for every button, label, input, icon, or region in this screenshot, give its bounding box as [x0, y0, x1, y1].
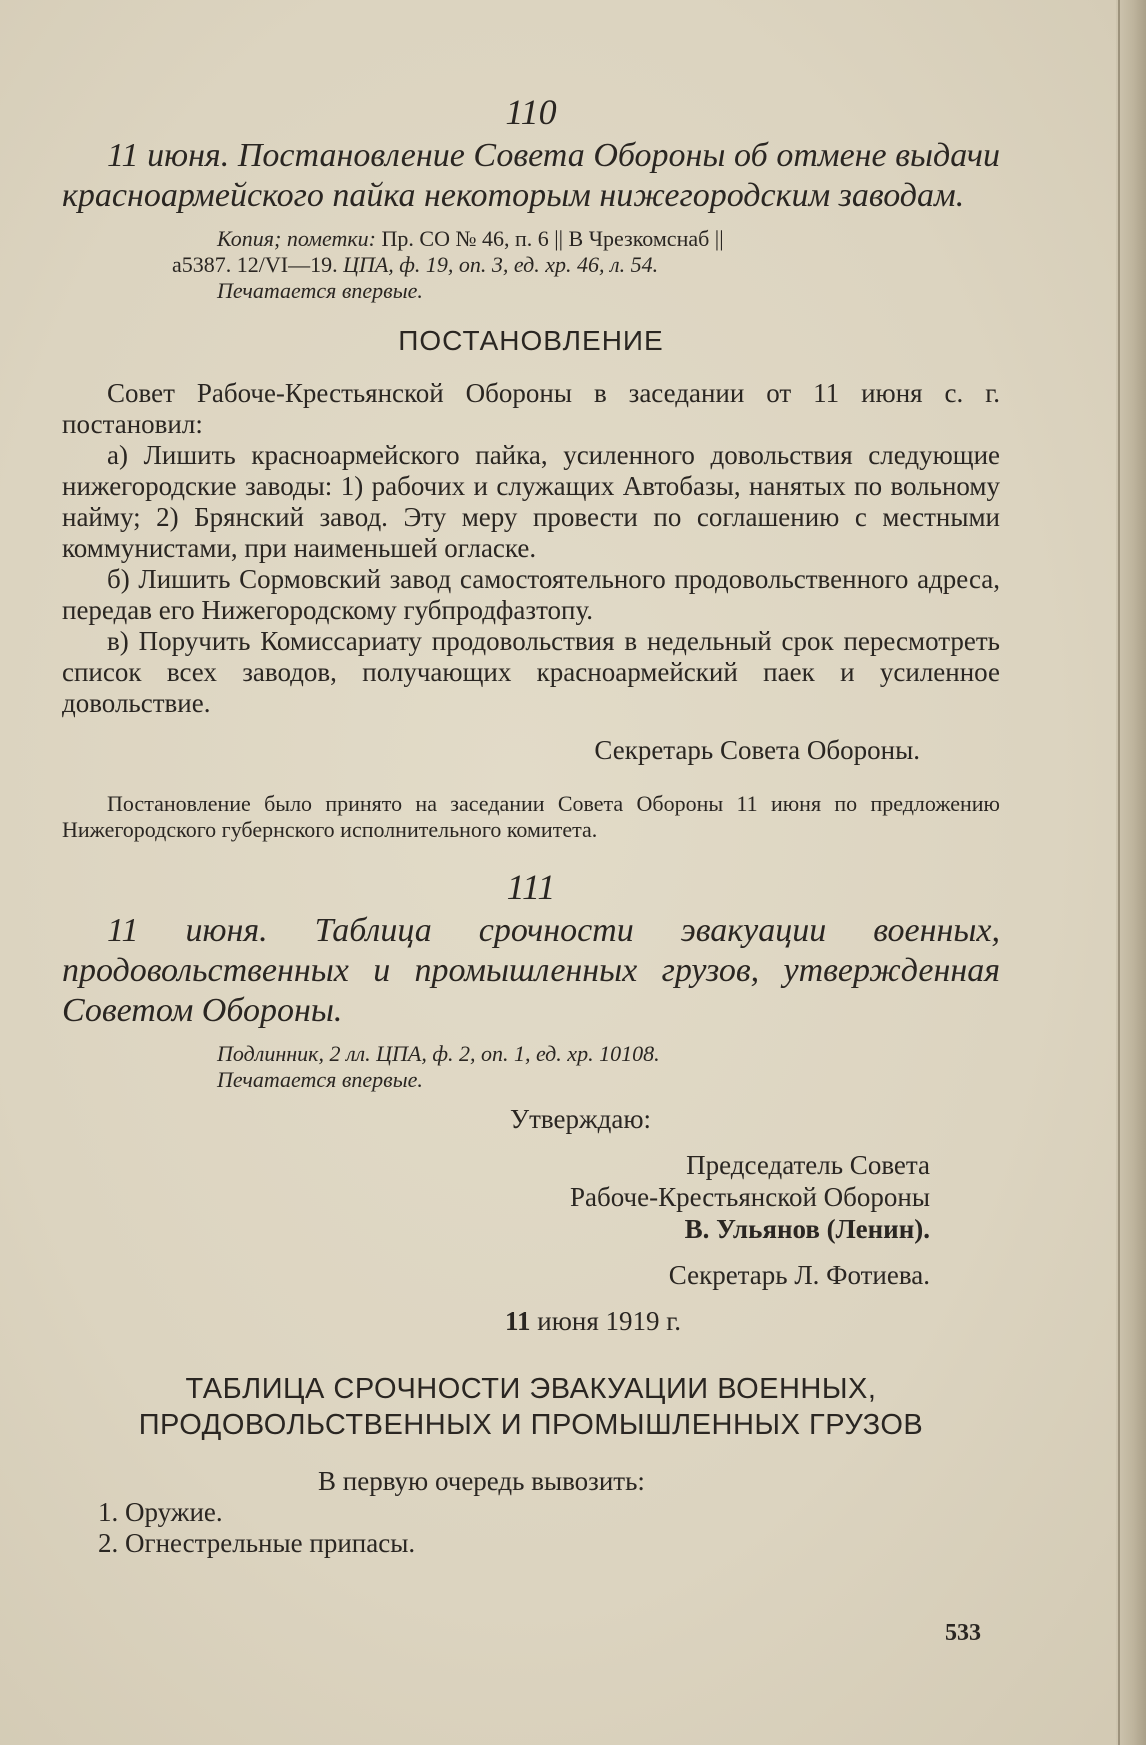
chair-name: В. Ульянов (Ленин).: [684, 1214, 930, 1244]
table-heading: [62, 1371, 1000, 1443]
editorial-note: Постановление было принято на заседании Совета Обороны 11 июня по предложению Нижегородского губернского исполнительного комитета.: [62, 791, 1000, 842]
page-number: 533: [945, 1620, 981, 1646]
table-heading-line-1: ТАБЛИЦА СРОЧНОСТИ ЭВАКУАЦИИ ВОЕННЫХ,: [185, 1373, 877, 1405]
resolution-item-a: а) Лишить красноармейского пайка, усиленного довольствия следующие нижегородские заводы: 1) рабочих и служащих Автобазы, нанятых по вольному найму; 2) Брянский завод. Эту меру провести по соглашению с местными коммунистами, при наименьшей огласке.: [62, 440, 1000, 563]
secretary-signature: Секретарь Л. Фотиева.: [668, 1260, 930, 1290]
date-rest: июня 1919 г.: [530, 1306, 682, 1336]
book-spine: [1116, 0, 1146, 1745]
resolution-item-c: в) Поручить Комиссариату продовольствия в недельный срок пересмотреть список всех заводов, получающих красноармейский паек и усиленное довольствие.: [62, 626, 1000, 718]
table-heading-line-2: ПРОДОВОЛЬСТВЕННЫХ И ПРОМЫШЛЕННЫХ ГРУЗОВ: [138, 1409, 924, 1441]
list-item: 2. Огнестрельные припасы.: [98, 1528, 416, 1558]
document-number-111: 111: [506, 867, 556, 907]
resolution-signature: Секретарь Совета Обороны.: [594, 735, 920, 765]
document-title-111: 11 июня. Таблица срочности эвакуации военных, продовольственных и промышленных грузов, утвержденная Советом Обороны.: [62, 912, 1000, 1029]
document-title-110: 11 июня. Постановление Совета Обороны об отмене выдачи красноармейского пайка некоторым нижегородским заводам.: [62, 137, 1000, 214]
approve-label: Утверждаю:: [510, 1104, 652, 1134]
source-marks: Пр. СО № 46, п. 6 || В Чрезкомснаб ||: [376, 226, 724, 251]
chair-title-line-1: Председатель Совета: [686, 1150, 930, 1180]
page-content: [62, 90, 1000, 1559]
first-order-label: В первую очередь вывозить:: [318, 1466, 645, 1496]
resolution-intro: Совет Рабоче-Крестьянской Обороны в заседании от 11 июня с. г. постановил:: [62, 378, 1000, 439]
printed-first-110: Печатается впервые.: [217, 278, 423, 303]
source-reference-110: [172, 226, 1000, 278]
date-day: 11: [505, 1306, 531, 1336]
source-copy-label: Копия; пометки:: [217, 226, 377, 251]
list-item: 1. Оружие.: [98, 1497, 223, 1527]
document-date: [505, 1305, 1000, 1337]
source-line-2: [172, 252, 1000, 278]
document-number-110: 110: [505, 92, 557, 132]
spine-edge: [1118, 0, 1120, 1745]
printed-first-111: Печатается впервые.: [217, 1067, 423, 1092]
chair-title-line-2: Рабоче-Крестьянской Обороны: [570, 1182, 930, 1212]
resolution-item-b: б) Лишить Сормовский завод самостоятельного продовольственного адреса, передав его Нижегородскому губпродфазтопу.: [62, 564, 1000, 625]
resolution-heading: ПОСТАНОВЛЕНИЕ: [398, 325, 664, 356]
source-archive: ЦПА, ф. 19, оп. 3, ед. хр. 46, л. 54.: [337, 252, 659, 277]
source-line-1: [217, 226, 1000, 252]
approval-signature-block: [62, 1149, 930, 1291]
source-reference-111: Подлинник, 2 лл. ЦПА, ф. 2, оп. 1, ед. хр. 10108.: [217, 1041, 660, 1066]
source-register: а5387. 12/VI—19.: [172, 252, 338, 277]
